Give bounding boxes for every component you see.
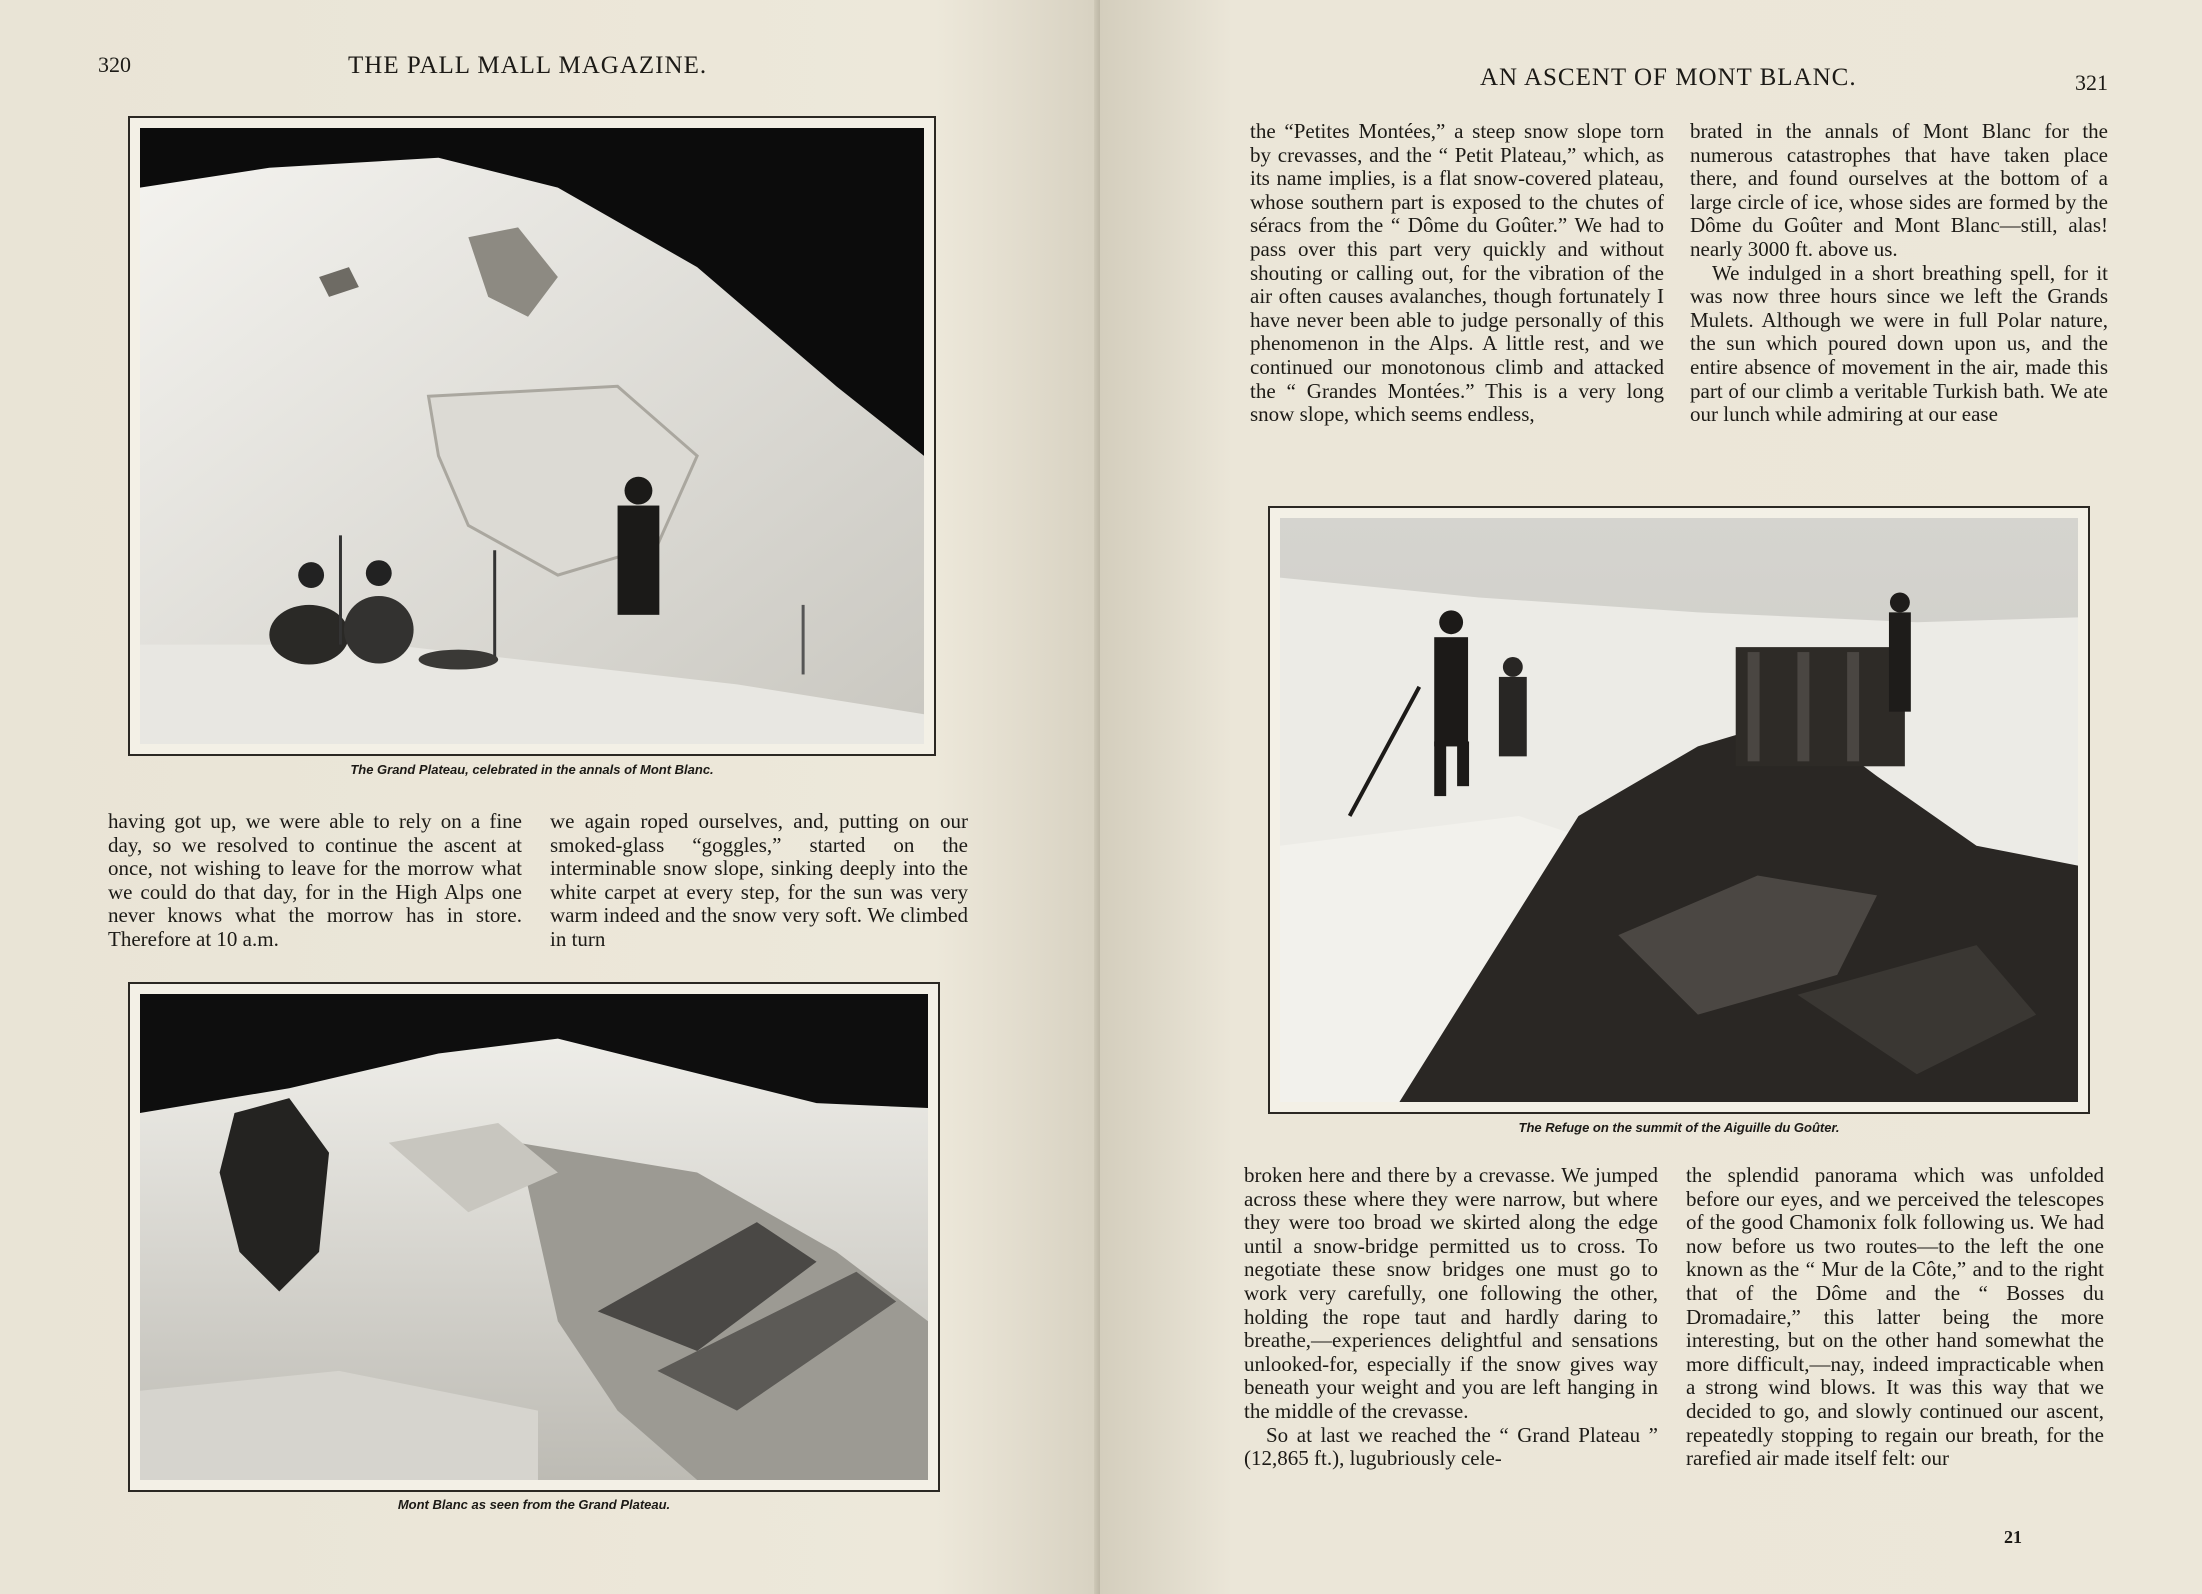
- paragraph: So at last we reached the “ Grand Plateau ” (12,865 ft.), lugubriously cele-: [1244, 1422, 1658, 1471]
- signature-mark: 21: [2004, 1527, 2022, 1547]
- paragraph: We indulged in a short breathing spell, for it was now three hours since we left the Grands Mulets. Although we were in full Polar nature, the sun which poured down upon us, and the entire absence of movement in the air, made this part of our climb a veritable Turkish bath. We ate our lunch while admiring at our ease: [1690, 260, 2108, 427]
- running-head-right: AN ASCENT OF MONT BLANC.: [1480, 64, 1857, 91]
- left-column-2: [550, 810, 968, 952]
- paragraph: brated in the annals of Mont Blanc for the numerous catastrophes that have taken place there, and found ourselves at the bottom of a large circle of ice, whose sides are formed by the Dôme du Goûter and Mont Blanc—still, alas! nearly 3000 ft. above us.: [1690, 119, 2108, 261]
- page-number-right: 321: [2075, 70, 2108, 95]
- grand-plateau-photo-image: [140, 128, 924, 744]
- paragraph: the “Petites Montées,” a steep snow slope torn by crevasses, and the “ Petit Plateau,” which, as its name implies, is a flat snow-covered plateau, whose southern part is exposed to the chutes of séracs from the “ Dôme du Goûter.” We had to pass over this part very quickly and without shouting or calling out, for the vibration of the air often causes avalanches, though fortunately I have never been able to judge personally of this phenomenon in the Alps. A little rest, and we continued our monotonous climb and attacked the “ Grandes Montées.” This is a very long snow slope, which seems endless,: [1250, 119, 1664, 427]
- paragraph: broken here and there by a crevasse. We jumped across these where they were narrow, but where they were too broad we skirted along the edge until a snow-bridge permitted us to cross. To negotiate these snow bridges one must go to work very carefully, one following the other, holding the rope taut and hardly daring to breathe,—experiences delightful and sensations unlooked-for, especially if the snow gives way beneath your weight and you are left hanging in the middle of the crevasse.: [1244, 1163, 1658, 1423]
- left-column-1: [108, 810, 522, 952]
- refuge-photo-image: [1280, 518, 2078, 1102]
- mont-blanc-photo-image: [140, 994, 928, 1480]
- running-head-left: THE PALL MALL MAGAZINE.: [348, 52, 708, 79]
- photo-mont-blanc: [128, 982, 940, 1492]
- photo-refuge: [1268, 506, 2090, 1114]
- caption-refuge: The Refuge on the summit of the Aiguille du Goûter.: [1518, 1120, 1840, 1135]
- page-number-left: 320: [98, 52, 131, 77]
- right-top-column-2: [1690, 120, 2108, 427]
- right-page: [1100, 0, 2202, 1594]
- right-bottom-column-1: [1244, 1164, 1658, 1471]
- caption-mont-blanc: Mont Blanc as seen from the Grand Plateau.: [397, 1497, 671, 1512]
- photo-grand-plateau: [128, 116, 936, 756]
- right-bottom-column-2: [1686, 1164, 2104, 1471]
- left-page: [0, 0, 1100, 1594]
- caption-grand-plateau: The Grand Plateau, celebrated in the annals of Mont Blanc.: [350, 762, 714, 777]
- paragraph: the splendid panorama which was unfolded before our eyes, and we perceived the telescopes of the good Chamonix folk following us. We had now before us two routes—to the left the one known as the “ Mur de la Côte,” and to the right that of the Dôme and the “ Bosses du Dromadaire,” this latter being the more interesting, but on the other hand somewhat the more difficult,—nay, indeed impracticable when a strong wind blows. It was this way that we decided to go, and slowly continued our ascent, repeatedly stopping to regain our breath, for the rarefied air made itself felt: our: [1686, 1163, 2104, 1471]
- right-top-column-1: [1250, 120, 1664, 427]
- paragraph: we again roped ourselves, and, putting on our smoked-glass “goggles,” started on the interminable snow slope, sinking deeply into the white carpet at every step, for the sun was very warm indeed and the snow very soft. We climbed in turn: [550, 809, 968, 951]
- paragraph: having got up, we were able to rely on a fine day, so we resolved to continue the ascent at once, not wishing to leave for the morrow what we could do that day, for in the High Alps one never knows what the morrow has in store. Therefore at 10 a.m.: [108, 809, 522, 951]
